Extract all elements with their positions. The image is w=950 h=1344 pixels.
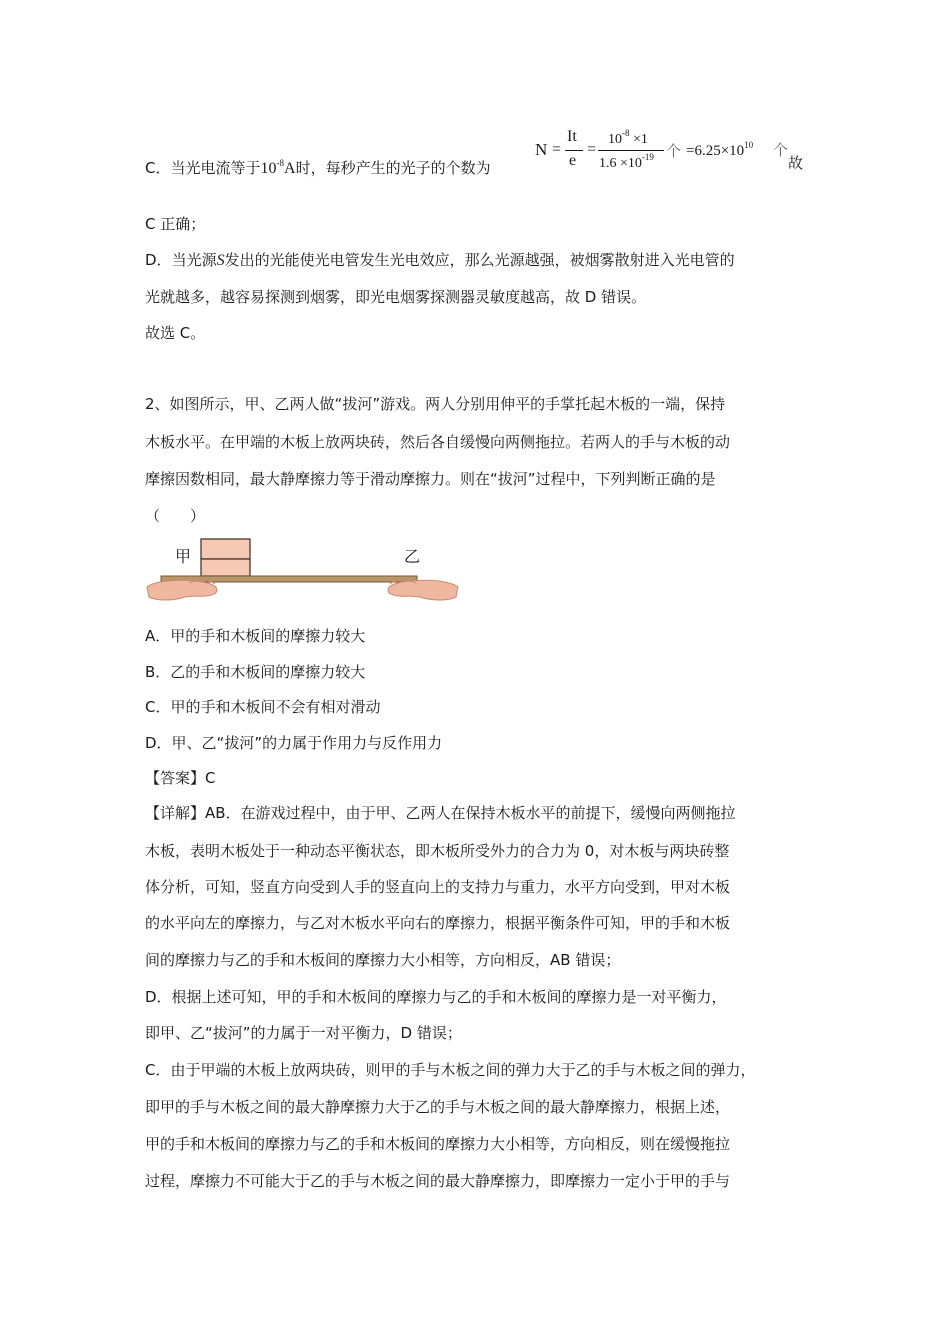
explanation-c-line: C．当光电流等于$10^{-8}A$时，每秒产生的光子的个数为 (145, 158, 491, 177)
detail-line: 【详解】AB．在游戏过程中，由于甲、乙两人在保持木板水平的前提下，缓慢向两侧拖拉 (145, 804, 736, 822)
answer: 【答案】C (145, 769, 216, 787)
explanation-d-line1: D．当光源S发出的光能使光电管发生光电效应，那么光源越强，被烟雾散射进入光电管的 (145, 251, 735, 269)
detail-line: 即甲的手与木板之间的最大静摩擦力大于乙的手与木板之间的最大静摩擦力，根据上述， (145, 1098, 731, 1116)
label-yi: 乙 (404, 547, 421, 566)
detail-line: C．由于甲端的木板上放两块砖，则甲的手与木板之间的弹力大于乙的手与木板之间的弹力， (145, 1061, 756, 1079)
choose-answer: 故选 C。 (145, 324, 206, 342)
brick-stack (201, 539, 250, 576)
detail-line: 间的摩擦力与乙的手和木板间的摩擦力大小相等，方向相反，AB 错误； (145, 951, 621, 969)
detail-line: 木板，表明木板处于一种动态平衡状态，即木板所受外力的合力为 0，对木板与两块砖整 (145, 842, 730, 860)
option-d: D．甲、乙“拔河”的力属于作用力与反作用力 (145, 734, 443, 752)
option-a: A．甲的手和木板间的摩擦力较大 (145, 627, 366, 645)
option-c: C．甲的手和木板间不会有相对滑动 (145, 698, 381, 716)
explanation-c-cont: C 正确； (145, 215, 206, 233)
question-line: 木板水平。在甲端的木板上放两块砖，然后各自缓慢向两侧拖拉。若两人的手与木板的动 (145, 433, 731, 451)
detail-line: 过程，摩擦力不可能大于乙的手与木板之间的最大静摩擦力，即摩擦力一定小于甲的手与 (145, 1172, 731, 1190)
label-jia: 甲 (175, 547, 192, 566)
detail-line: 的水平向左的摩擦力，与乙对木板水平向右的摩擦力，根据平衡条件可知，甲的手和木板 (145, 914, 731, 932)
brick-bottom (201, 559, 250, 576)
right-hand-icon (388, 580, 458, 600)
detail-line: 体分析，可知，竖直方向受到人手的竖直向上的支持力与重力，水平方向受到，甲对木板 (145, 878, 731, 896)
brick-top (201, 539, 250, 559)
question-blank: （ ） (145, 507, 206, 525)
question-line: 2、如图所示，甲、乙两人做“拔河”游戏。两人分别用伸平的手掌托起木板的一端，保持 (145, 395, 726, 413)
detail-line: 甲的手和木板间的摩擦力与乙的手和木板间的摩擦力大小相等，方向相反，则在缓慢拖拉 (145, 1135, 731, 1153)
detail-line: 即甲、乙“拔河”的力属于一对平衡力，D 错误； (145, 1024, 462, 1042)
detail-line: D．根据上述可知，甲的手和木板间的摩擦力与乙的手和木板间的摩擦力是一对平衡力， (145, 988, 727, 1006)
question-line: 摩擦因数相同，最大静摩擦力等于滑动摩擦力。则在“拔河”过程中，下列判断正确的是 (145, 470, 716, 488)
explanation-c-tail: 故 (788, 154, 804, 172)
tug-of-war-figure (145, 535, 460, 610)
option-label: C． (145, 159, 171, 177)
option-b: B．乙的手和木板间的摩擦力较大 (145, 663, 366, 681)
explanation-d-line2: 光就越多，越容易探测到烟雾，即光电烟雾探测器灵敏度越高，故 D 错误。 (145, 288, 647, 306)
left-hand-icon (147, 580, 217, 600)
